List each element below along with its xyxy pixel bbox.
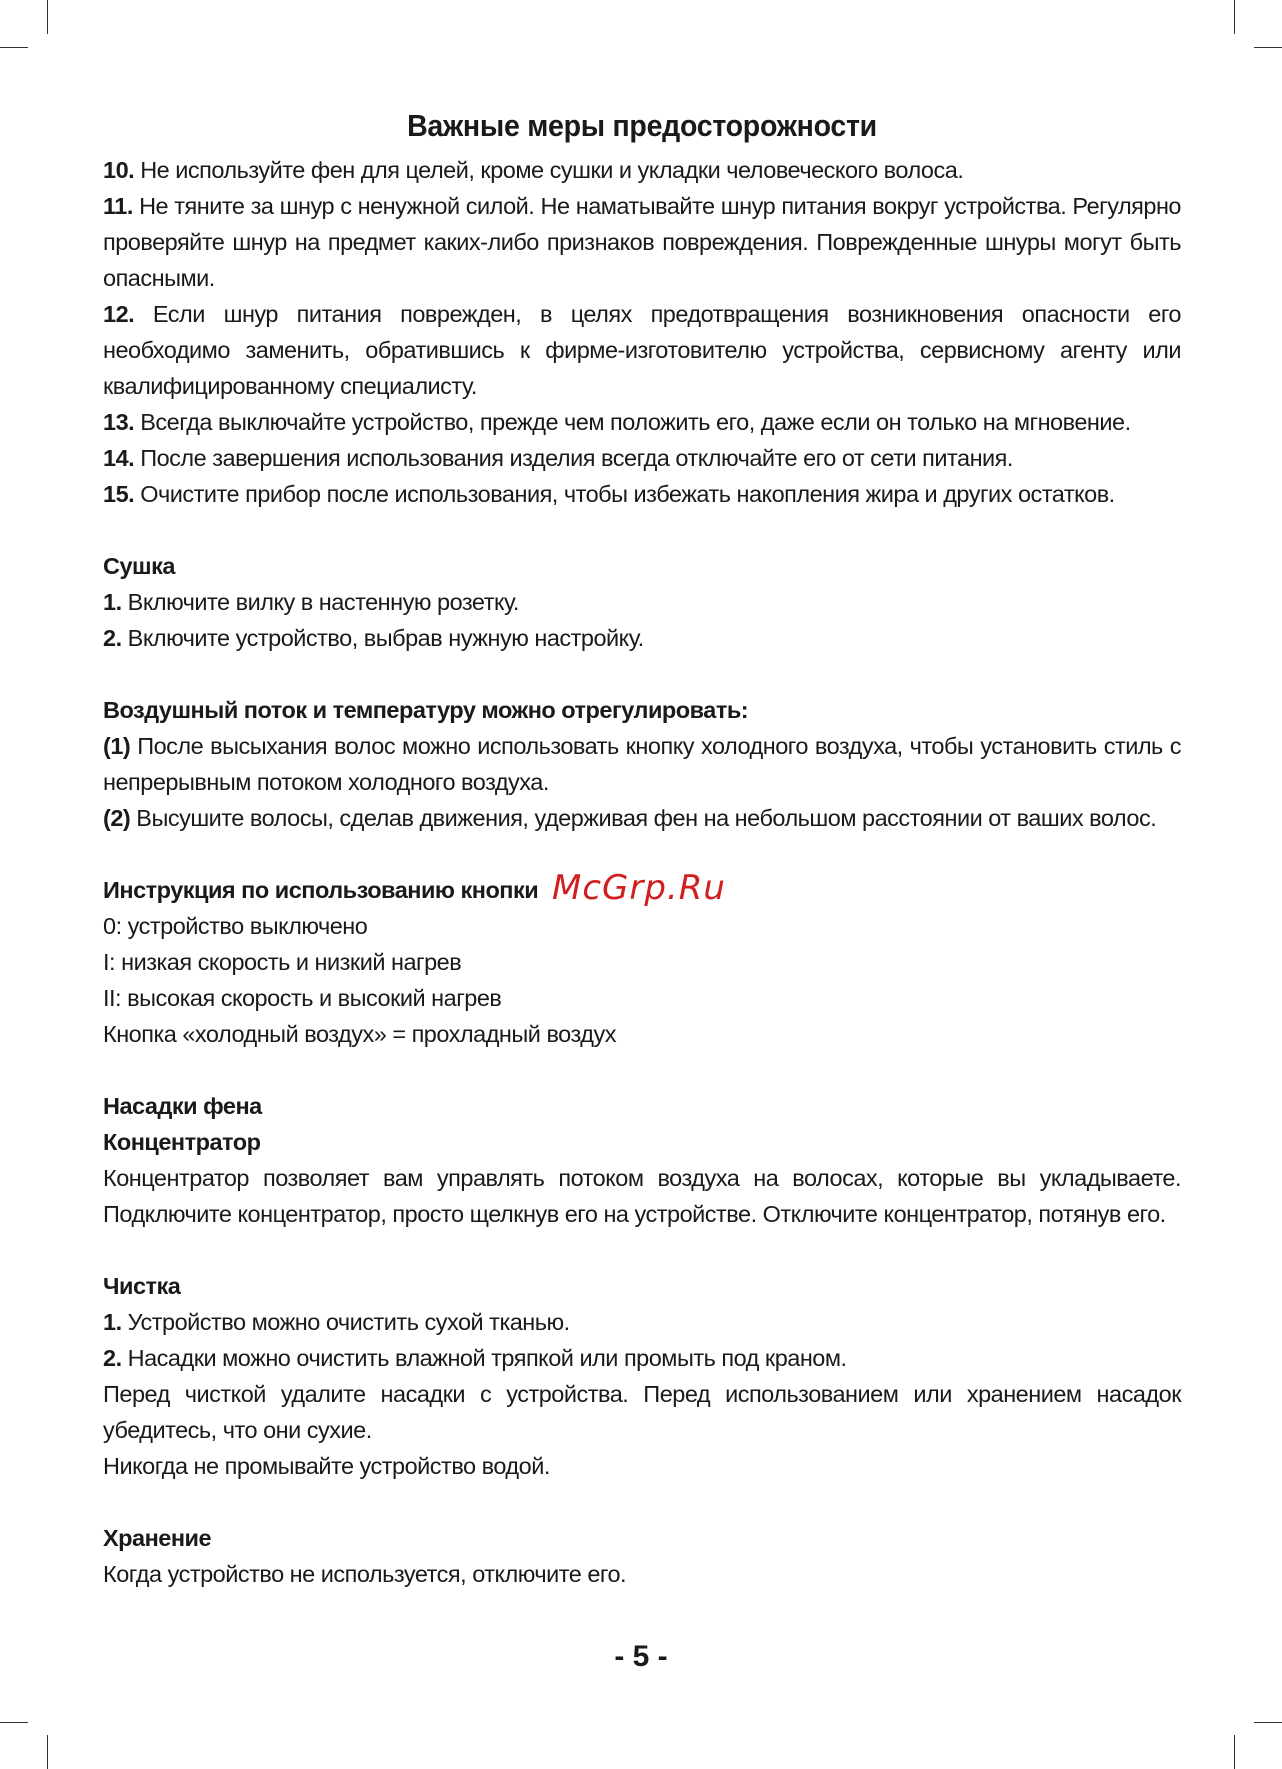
attachments-section [103, 1088, 1181, 1232]
paragraph: Никогда не промывайте устройство водой. [103, 1453, 550, 1479]
paragraph: Концентратор позволяет вам управлять потоком воздуха на волосах, которые вы укладываете. Подключите концентратор, просто щелкнув его на устройстве. Отключите концентратор, потянув его. [103, 1165, 1181, 1227]
crop-mark [1254, 47, 1282, 48]
safety-list [103, 152, 1181, 512]
crop-mark [0, 1722, 28, 1723]
list-item: (2) Высушите волосы, сделав движения, удерживая фен на небольшом расстоянии от ваших волос. [103, 805, 1157, 831]
section-heading: Воздушный поток и температуру можно отрегулировать: [103, 697, 749, 723]
airflow-section [103, 692, 1181, 836]
cleaning-section [103, 1268, 1181, 1484]
safety-item: 13. Всегда выключайте устройство, прежде чем положить его, даже если он только на мгновение. [103, 409, 1131, 435]
section-heading: Насадки фена [103, 1093, 262, 1119]
section-heading: Хранение [103, 1525, 212, 1551]
safety-item: 10. Не используйте фен для целей, кроме сушки и укладки человеческого волоса. [103, 157, 964, 183]
crop-mark [1254, 1722, 1282, 1723]
safety-item: 12. Если шнур питания поврежден, в целях предотвращения возникновения опасности его необходимо заменить, обратившись к фирме-изготовителю устройства, сервисному агенту или квалифицированному специалисту. [103, 301, 1182, 399]
page-title: Важные меры предосторожности [407, 108, 877, 143]
list-item: 2. Включите устройство, выбрав нужную настройку. [103, 625, 644, 651]
safety-item: 15. Очистите прибор после использования, чтобы избежать накопления жира и других остатков. [103, 481, 1115, 507]
crop-mark [1234, 0, 1235, 34]
section-heading: Чистка [103, 1273, 181, 1299]
watermark: McGrp.Ru [552, 868, 726, 908]
page-number: - 5 - [614, 1640, 668, 1673]
section-subheading: Концентратор [103, 1129, 261, 1155]
list-item: 1. Включите вилку в настенную розетку. [103, 589, 519, 615]
list-item: 2. Насадки можно очистить влажной тряпкой или промыть под краном. [103, 1345, 847, 1371]
list-item: Кнопка «холодный воздух» = прохладный воздух [103, 1021, 616, 1047]
list-item: II: высокая скорость и высокий нагрев [103, 985, 502, 1011]
paragraph: Перед чисткой удалите насадки с устройства. Перед использованием или хранением насадок убедитесь, что они сухие. [103, 1381, 1181, 1443]
list-item: (1) После высыхания волос можно использовать кнопку холодного воздуха, чтобы установить стиль с непрерывным потоком холодного воздуха. [103, 733, 1181, 795]
storage-section [103, 1520, 1181, 1592]
document-page [103, 100, 1181, 1592]
section-heading: Сушка [103, 553, 175, 579]
paragraph: Когда устройство не используется, отключите его. [103, 1561, 627, 1587]
safety-item: 11. Не тяните за шнур с ненужной силой. Не наматывайте шнур питания вокруг устройства. Регулярно проверяйте шнур на предмет каких-либо признаков повреждения. Поврежденные шнуры могут быть опасными. [103, 193, 1182, 291]
crop-mark [0, 47, 28, 48]
safety-item: 14. После завершения использования изделия всегда отключайте его от сети питания. [103, 445, 1013, 471]
section-heading: Инструкция по использованию кнопки [103, 877, 539, 903]
crop-mark [47, 1735, 48, 1769]
crop-mark [47, 0, 48, 34]
crop-mark [1234, 1735, 1235, 1769]
list-item: 1. Устройство можно очистить сухой тканью. [103, 1309, 570, 1335]
drying-section [103, 548, 1181, 656]
list-item: I: низкая скорость и низкий нагрев [103, 949, 462, 975]
list-item: 0: устройство выключено [103, 913, 368, 939]
